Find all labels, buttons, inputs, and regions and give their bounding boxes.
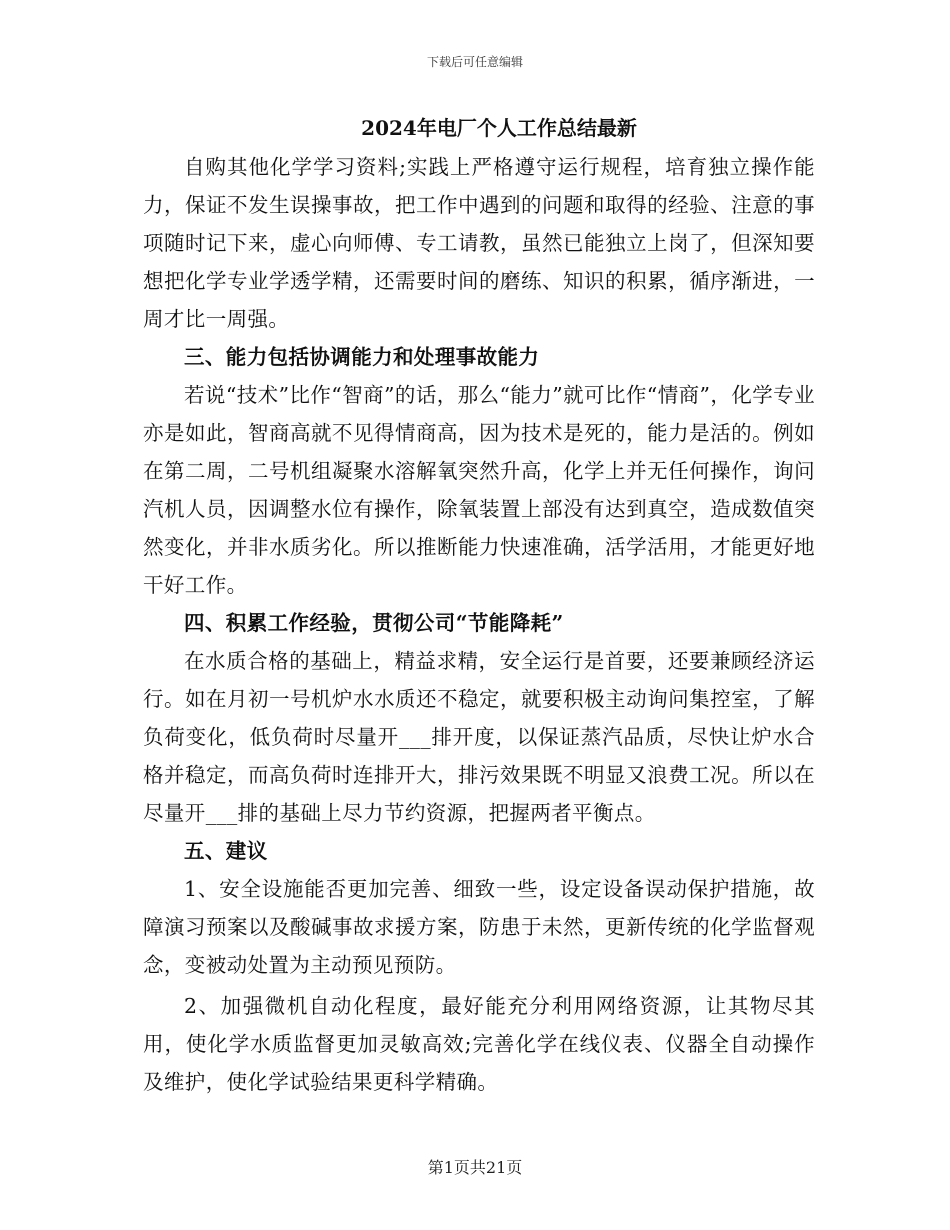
section-heading-4: 四、积累工作经验，贯彻公司“节能降耗” [184, 611, 564, 635]
page-number: 第1页共21页 [427, 1158, 523, 1177]
paragraph-2: 若说“技术”比作“智商”的话，那么“能力”就可比作“情商”，化学专业亦是如此，智商高就不见得情商高，因为技术是死的，能力是活的。例如在第二周，二号机组凝聚水溶解氧突然升高，化学上并无任何操作，询问汽机人员，因调整水位有操作，除氧装置上部没有达到真空，造成数值突然变化，并非水质劣化。所以推断能力快速准确，活学活用，才能更好地干好工作。 [143, 383, 815, 597]
section-heading-5: 五、建议 [184, 839, 268, 863]
document-title: 2024年电厂个人工作总结最新 [361, 116, 637, 140]
paragraph-5: 2、加强微机自动化程度，最好能充分利用网络资源，让其物尽其用，使化学水质监督更加灵敏高效;完善化学在线仪表、仪器全自动操作及维护，使化学试验结果更科学精确。 [143, 994, 815, 1094]
paragraph-4: 1、安全设施能否更加完善、细致一些，设定设备误动保护措施，故障演习预案以及酸碱事故求援方案，防患于未然，更新传统的化学监督观念，变被动处置为主动预见预防。 [143, 877, 815, 977]
paragraph-3: 在水质合格的基础上，精益求精，安全运行是首要，还要兼顾经济运行。如在月初一号机炉水水质还不稳定，就要积极主动询问集控室，了解负荷变化，低负荷时尽量开___排开度，以保证蒸汽品质，尽快让炉水合格并稳定，而高负荷时连排开大，排污效果既不明显又浪费工况。所以在尽量开___排的基础上尽力节约资源，把握两者平衡点。 [143, 649, 815, 825]
document-body [143, 110, 815, 1101]
page-header-note: 下载后可任意编辑 [426, 55, 523, 69]
paragraph-1: 自购其他化学学习资料;实践上严格遵守运行规程，培育独立操作能力，保证不发生误操事故，把工作中遇到的问题和取得的经验、注意的事项随时记下来，虚心向师傅、专工请教，虽然已能独立上岗了，但深知要想把化学专业学透学精，还需要时间的磨练、知识的积累，循序渐进，一周才比一周强。 [143, 155, 815, 331]
section-heading-3: 三、能力包括协调能力和处理事故能力 [184, 345, 540, 369]
